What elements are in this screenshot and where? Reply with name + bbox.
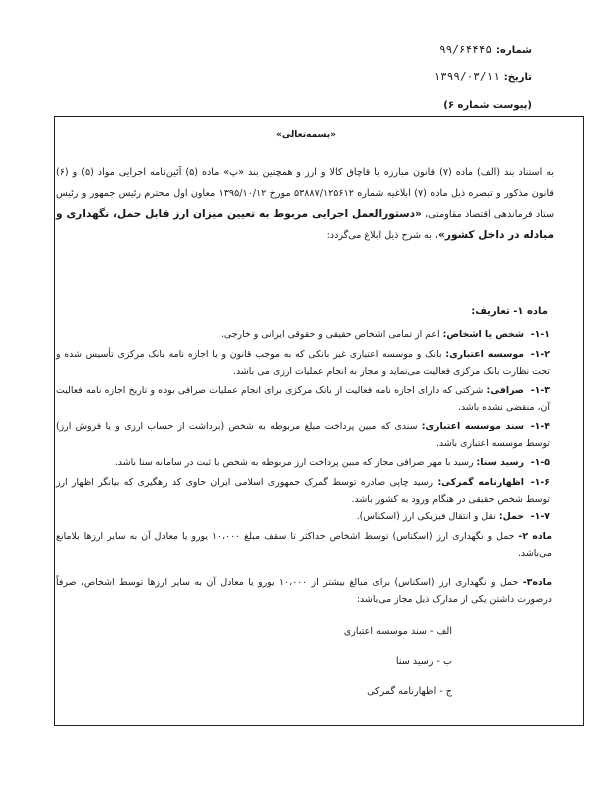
letter-number-value: ۹۹/۶۴۴۴۵ — [439, 43, 493, 56]
definition-number: ۱-۳- — [530, 385, 550, 396]
definition-text: شرکتی که دارای اجازه نامه فعالیت از بانک مرکزی برای انجام عملیات صرافی بوده و تاریخ اجازه نامه فعالیت آن، منقضی نشده باشد. — [56, 385, 550, 413]
definition-number: ۱-۵- — [530, 457, 550, 468]
definition-number: ۱-۲- — [530, 349, 550, 360]
definition-term: اظهارنامه گمرکی: — [437, 477, 524, 488]
definition-number: ۱-۷- — [530, 511, 550, 522]
document-option: الف - سند موسسه اعتباری — [343, 626, 452, 637]
document-option: ب - رسید سنا — [395, 656, 452, 667]
section-title: ماده ۱- تعاریف: — [471, 306, 548, 317]
letter-number — [439, 43, 532, 56]
letter-date-label: تاریخ: — [503, 72, 532, 83]
article-3 — [56, 574, 552, 608]
definition-text: رسید با مهر صرافی مجاز که مبین پرداخت ارز مربوطه به شخص با ثبت در سامانه سنا باشد. — [114, 457, 477, 468]
bismillah-heading: «بسمه‌تعالی» — [276, 130, 336, 140]
definition-term: صرافی: — [486, 385, 524, 396]
document-option: ج - اظهارنامه گمرکی — [367, 686, 452, 697]
definition-item — [56, 346, 550, 380]
article-3-heading: ماده۳- — [522, 577, 552, 588]
definition-item — [56, 382, 550, 416]
letter-number-label: شماره: — [496, 45, 532, 56]
intro-paragraph — [56, 162, 554, 246]
definition-item — [56, 454, 550, 471]
definition-term: شخص یا اشخاص: — [442, 329, 524, 340]
intro-bold-title: «دستورالعمل اجرایی مربوط به تعیین میزان ارز قابل حمل، نگهداری و مبادله در داخل کشور» — [56, 208, 554, 241]
article-2 — [56, 528, 552, 562]
definition-item — [56, 418, 550, 452]
definition-text: اعم از تمامی اشخاص حقیقی و حقوقی ایرانی و خارجی. — [220, 329, 443, 340]
definition-term: رسید سنا: — [476, 457, 524, 468]
annex-label: (پیوست شماره ۶) — [443, 100, 532, 111]
definition-item — [56, 326, 550, 343]
definition-text: رسید چاپی صادره توسط گمرک جمهوری اسلامی ایران حاوی کد رهگیری که بیانگر اظهار ارز توسط شخص حقیقی در هنگام ورود به کشور باشد. — [56, 477, 550, 505]
definition-text: سندی که مبین پرداخت مبلغ مربوطه به شخص (برداشت از حساب ارزی و یا فروش ارز) توسط موسسه اعتباری باشد. — [56, 421, 550, 449]
article-3-text: حمل و نگهداری ارز (اسکناس) برای مبالغ بیشتر از ۱۰،۰۰۰ یورو یا معادل آن به سایر ارزها توسط اشخاص، صرفاً درصورت داشتن یکی از مدارک ذیل مجاز می‌باشد: — [56, 577, 552, 605]
definition-number: ۱-۱- — [530, 329, 550, 340]
definition-term: موسسه اعتباری: — [445, 349, 524, 360]
article-2-heading: ماده ۲- — [518, 531, 552, 542]
letter-date-value: ۱۳۹۹/۰۳/۱۱ — [433, 70, 500, 83]
definition-number: ۱-۶- — [530, 477, 550, 488]
definition-term: سند موسسه اعتباری: — [421, 421, 524, 432]
article-2-text: حمل و نگهداری ارز (اسکناس) توسط اشخاص حداکثر تا سقف مبلغ ۱۰،۰۰۰ یورو یا معادل آن به سایر ارزها بلامانع می‌باشد. — [56, 531, 552, 559]
definition-term: حمل: — [498, 511, 524, 522]
intro-tail: ، به شرح ذیل ابلاغ می‌گردد: — [326, 230, 439, 241]
definition-item — [56, 474, 550, 508]
definition-number: ۱-۴- — [530, 421, 550, 432]
definition-text: نقل و انتقال فیزیکی ارز (اسکناس). — [356, 511, 499, 522]
definition-text: بانک و موسسه اعتباری غیر بانکی که به موجب قانون و یا اجازه نامه بانک مرکزی تأسیس شده و تحت نظارت بانک مرکزی فعالیت می‌نماید و مجاز به انجام عملیات ارزی می باشد. — [56, 349, 550, 377]
intro-text: به استناد بند (الف) ماده (۷) قانون مبارزه با قاچاق کالا و ارز و همچنین بند «پ» ماده (۵) آئین‌نامه اجرایی مواد (۵) و (۶) قانون مذکور و تبصره ذیل ماده (۷) ابلاغیه شماره ۵۳۸۸۷/۱۲۵۶۱۲ مورخ ۱۳۹۵/۱۰/۱۲ معاون اول محترم رئیس جمهور و رئیس ستاد فرماندهی اقتصاد مقاومتی، — [56, 167, 555, 220]
definition-item — [56, 508, 550, 525]
letter-date — [434, 70, 532, 83]
